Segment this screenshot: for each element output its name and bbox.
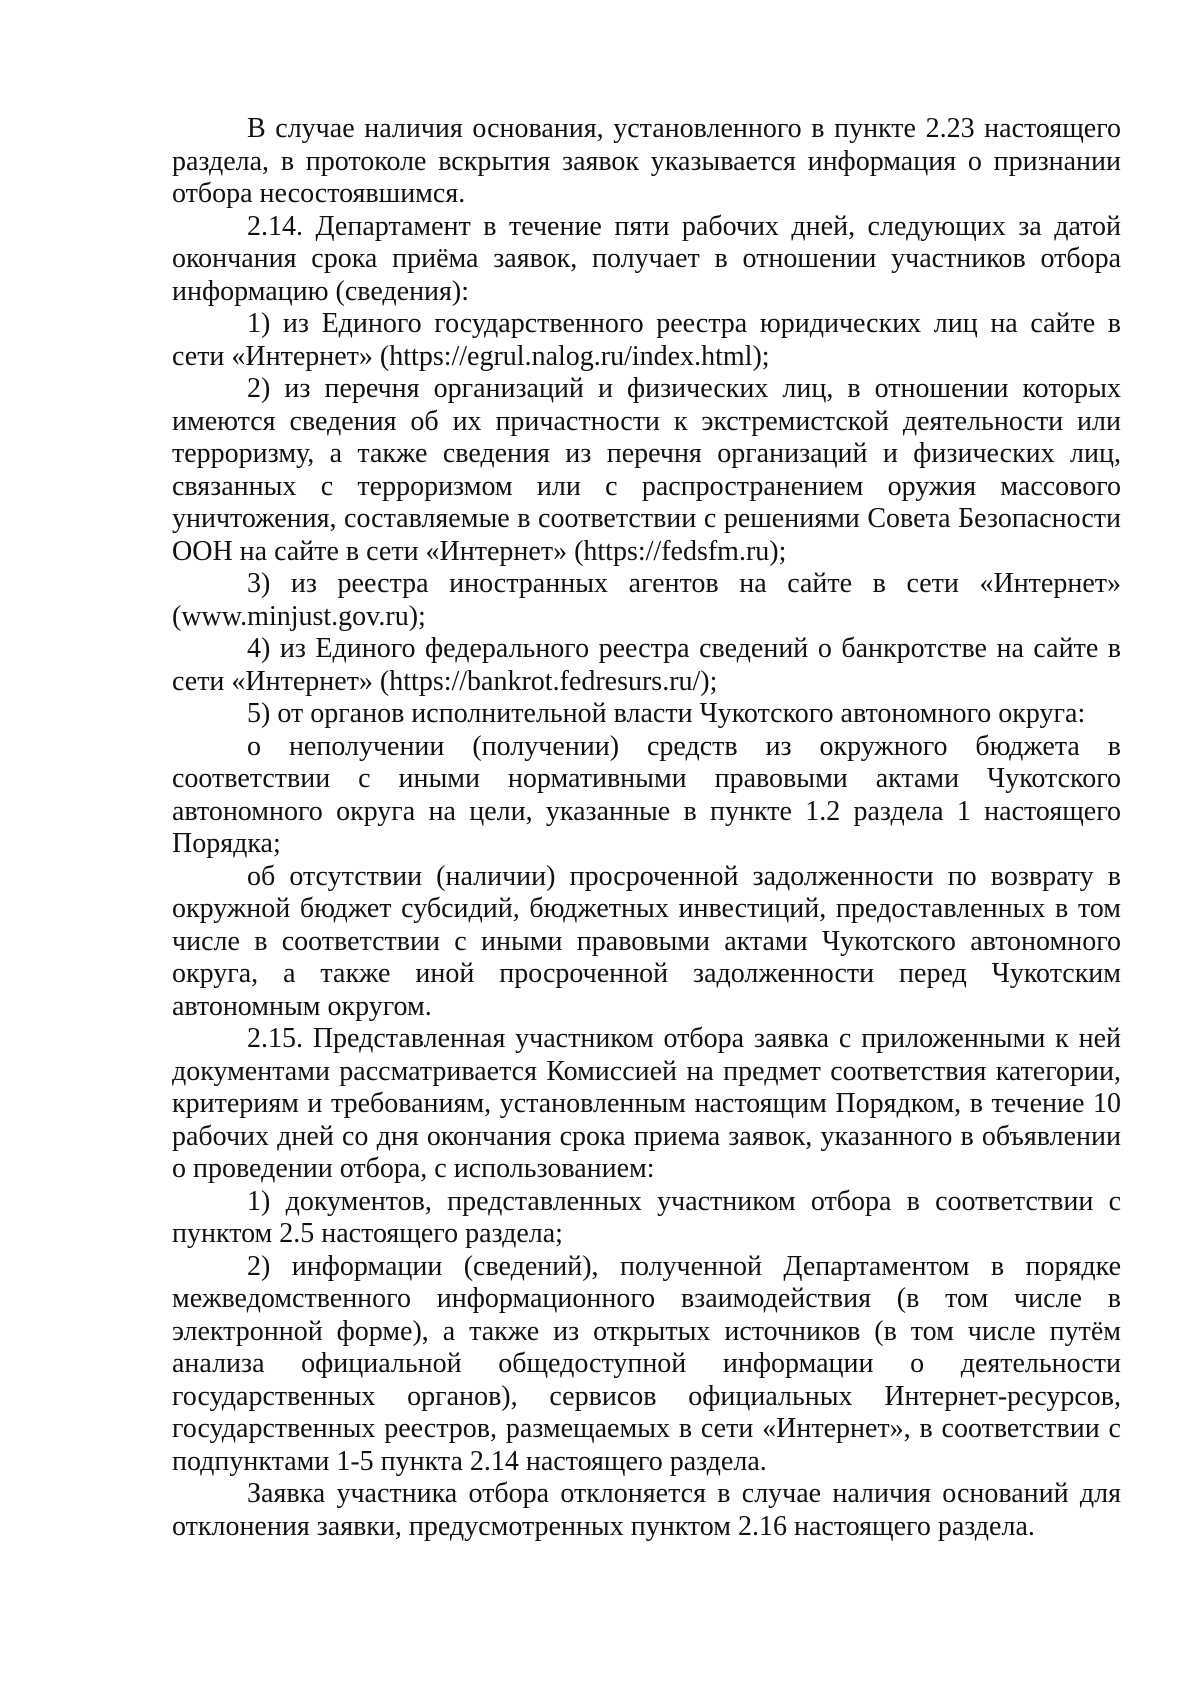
list-item-foreign-agents: 3) из реестра иностранных агентов на сайте в сети «Интернет» (www.minjust.gov.ru); (172, 568, 1121, 632)
sub-item-overdue-debt: об отсутствии (наличии) просроченной задолженности по возврату в окружной бюджет субсидий, бюджетных инвестиций, предоставленных в том числе в соответствии с иными правовыми актами Чукотского автономного округа, а также иной просроченной задолженности перед Чукотским автономным округом. (172, 860, 1121, 1022)
paragraph-2-14: 2.14. Департамент в течение пяти рабочих дней, следующих за датой окончания срока приёма заявок, получает в отношении участников отбора информацию (сведения): (172, 210, 1121, 307)
document-page (172, 113, 1121, 1543)
list-item-egrul: 1) из Единого государственного реестра юридических лиц на сайте в сети «Интернет» (https://egrul.nalog.ru/index.html); (172, 308, 1121, 372)
sub-item-budget-funds: о неполучении (получении) средств из окружного бюджета в соответствии с иными нормативными правовыми актами Чукотского автономного округа на цели, указанные в пункте 1.2 раздела 1 настоящего Порядка; (172, 730, 1121, 859)
list-item-bankruptcy: 4) из Единого федерального реестра сведений о банкротстве на сайте в сети «Интернет» (https://bankrot.fedresurs.ru/); (172, 633, 1121, 697)
list-item-extremism-list: 2) из перечня организаций и физических лиц, в отношении которых имеются сведения об их причастности к экстремистской деятельности или терроризму, а также сведения из перечня организаций и физических лиц, связанных с терроризмом или с распространением оружия массового уничтожения, составляемые в соответствии с решениями Совета Безопасности ООН на сайте в сети «Интернет» (https://fedsfm.ru); (172, 373, 1121, 567)
paragraph-2-15: 2.15. Представленная участником отбора заявка с приложенными к ней документами рассматривается Комиссией на предмет соответствия категории, критериям и требованиям, установленным настоящим Порядком, в течение 10 рабочих дней со дня окончания срока приема заявок, указанного в объявлении о проведении отбора, с использованием: (172, 1023, 1121, 1184)
list-item-executive-authorities: 5) от органов исполнительной власти Чукотского автономного округа: (247, 698, 1086, 729)
list-item-participant-documents: 1) документов, представленных участником отбора в соответствии с пунктом 2.5 настоящего раздела; (172, 1185, 1121, 1249)
paragraph-rejection: Заявка участника отбора отклоняется в случае наличия оснований для отклонения заявки, предусмотренных пунктом 2.16 настоящего раздела. (172, 1478, 1121, 1542)
paragraph-failed-selection: В случае наличия основания, установленного в пункте 2.23 настоящего раздела, в протоколе вскрытия заявок указывается информация о признании отбора несостоявшимся. (172, 113, 1121, 209)
list-item-interagency-information: 2) информации (сведений), полученной Департаментом в порядке межведомственного информационного взаимодействия (в том числе в электронной форме), а также из открытых источников (в том числе путём анализа официальной общедоступной информации о деятельности государственных органов), сервисов официальных Интернет-ресурсов, государственных реестров, размещаемых в сети «Интернет», в соответствии с подпунктами 1-5 пункта 2.14 настоящего раздела. (172, 1250, 1121, 1477)
